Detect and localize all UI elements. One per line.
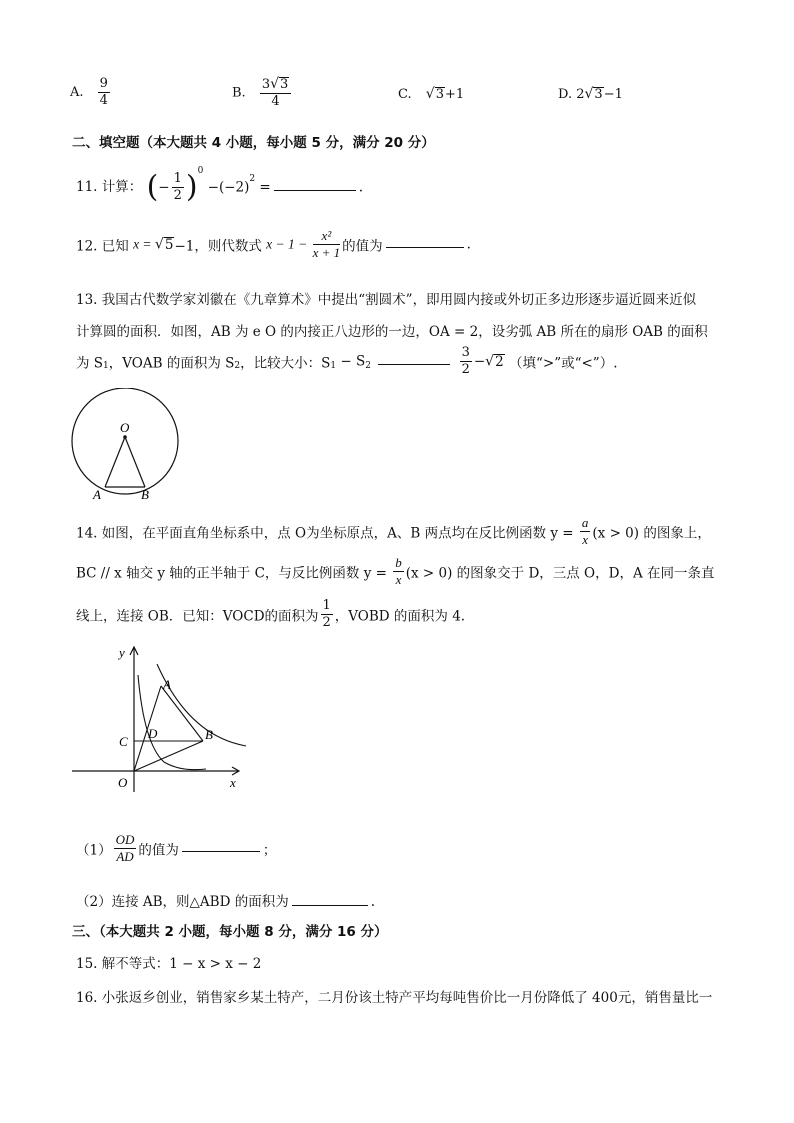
label-y: y: [119, 645, 125, 660]
q14-fraction-b: $\frac{b}{x}$: [395, 555, 402, 587]
q14-part1-fraction: $\frac{OD}{AD}$: [115, 832, 135, 864]
question-14-line-2: BC // x 轴交 y 轴的正半轴于 C，与反比例函数 y = $\frac{b}{x}$ (x > 0) 的图象交于 D，三点 O，D，A 在同一条直: [76, 555, 715, 587]
curve-y-b-over-x: [138, 675, 206, 770]
q14-fraction-a: $\frac{a}{x}$: [581, 515, 589, 547]
q14-part2-answer-blank[interactable]: [292, 904, 368, 906]
question-14-line-3: 线上，连接 OB．已知：VOCD的面积为 $\frac{1}{2}$ ，VOBD 的面积为 4.: [76, 598, 466, 630]
question-15: 15. 解不等式：1 − x > x − 2: [76, 956, 262, 972]
q14-part1-answer-blank[interactable]: [182, 850, 260, 852]
label-x: x: [230, 775, 236, 790]
label-a: A: [163, 677, 171, 692]
label-d: D: [148, 726, 158, 741]
option-d: D. 2√3−1: [558, 86, 623, 102]
question-14-part-1: （1） $\frac{OD}{AD}$ 的值为 ；: [76, 832, 277, 864]
figure-13-circle-diagram: [66, 388, 186, 504]
label-b: B: [141, 487, 149, 502]
question-14-part-2: （2）连接 AB，则△ABD 的面积为 .: [76, 894, 376, 910]
option-b-fraction: $\frac{3√3}{4}$: [260, 76, 291, 110]
figure-14-coordinate-diagram: [66, 640, 256, 800]
label-o: O: [120, 420, 130, 435]
center-point: [123, 435, 127, 439]
segment-oa: [105, 437, 125, 487]
q13-answer-blank[interactable]: [378, 363, 450, 365]
option-c: C. √3+1: [398, 86, 465, 102]
q12-fraction: $\frac{\text{x²}}{x + 1}$: [312, 228, 341, 260]
question-11: 11. 计算： (− $\frac{1}{2}$ )$^0 -(-2)^2$ = .: [76, 166, 364, 205]
q14-fraction-half: $\frac{1}{2}$: [322, 598, 331, 630]
section-3-heading: 三、（本大题共 2 小题，每小题 8 分，满分 16 分）: [72, 924, 388, 940]
section-2-heading: 二、填空题（本大题共 4 小题，每小题 5 分，满分 20 分）: [72, 135, 435, 151]
label-a: A: [93, 487, 101, 502]
label-o: O: [118, 775, 128, 790]
option-b: B. $\frac{3√3}{4}$: [232, 76, 293, 110]
question-13-line-1: 13. 我国古代数学家刘徽在《九章算术》中提出“割圆术”，即用圆内接或外切正多边形逐步逼近圆来近似: [76, 292, 697, 308]
q13-fraction: $\frac{3}{2}$: [461, 345, 470, 377]
label-b: B: [205, 727, 213, 742]
circle-o: [72, 388, 178, 494]
option-a-fraction: $\frac{9}{4}$: [99, 76, 108, 108]
question-12: 12. 已知 x = √5−1，则代数式 x − 1 − $\frac{\text{x²}}{x + 1}$ 的值为 .: [76, 228, 471, 260]
question-13-line-3: 为 $S_1$，VOAB 的面积为 $S_2$，比较大小：$S_1 - S_2$ $\frac{3}{2}$ −√2 （填“>”或“<”）.: [76, 345, 618, 377]
label-c: C: [119, 734, 128, 749]
question-14-line-1: 14. 如图，在平面直角坐标系中，点 O为坐标原点，A、B 两点均在反比例函数 y = $\frac{a}{x}$ (x > 0) 的图象上，: [76, 515, 711, 547]
question-13-line-2: 计算圆的面积．如图，AB 为 e O 的内接正八边形的一边，OA = 2，设劣弧 AB 所在的扇形 OAB 的面积: [76, 324, 708, 340]
question-16: 16. 小张返乡创业，销售家乡某土特产，二月份该土特产平均每吨售价比一月份降低了 400元，销售量比一: [76, 990, 713, 1006]
q11-fraction: $\frac{1}{2}$: [173, 171, 182, 203]
q12-answer-blank[interactable]: [386, 246, 464, 248]
segment-ob: [125, 437, 145, 487]
segment-ab: [161, 686, 203, 741]
q11-answer-blank[interactable]: [274, 189, 356, 191]
option-a: A. $\frac{9}{4}$: [70, 76, 108, 108]
segment-ob: [134, 741, 203, 771]
